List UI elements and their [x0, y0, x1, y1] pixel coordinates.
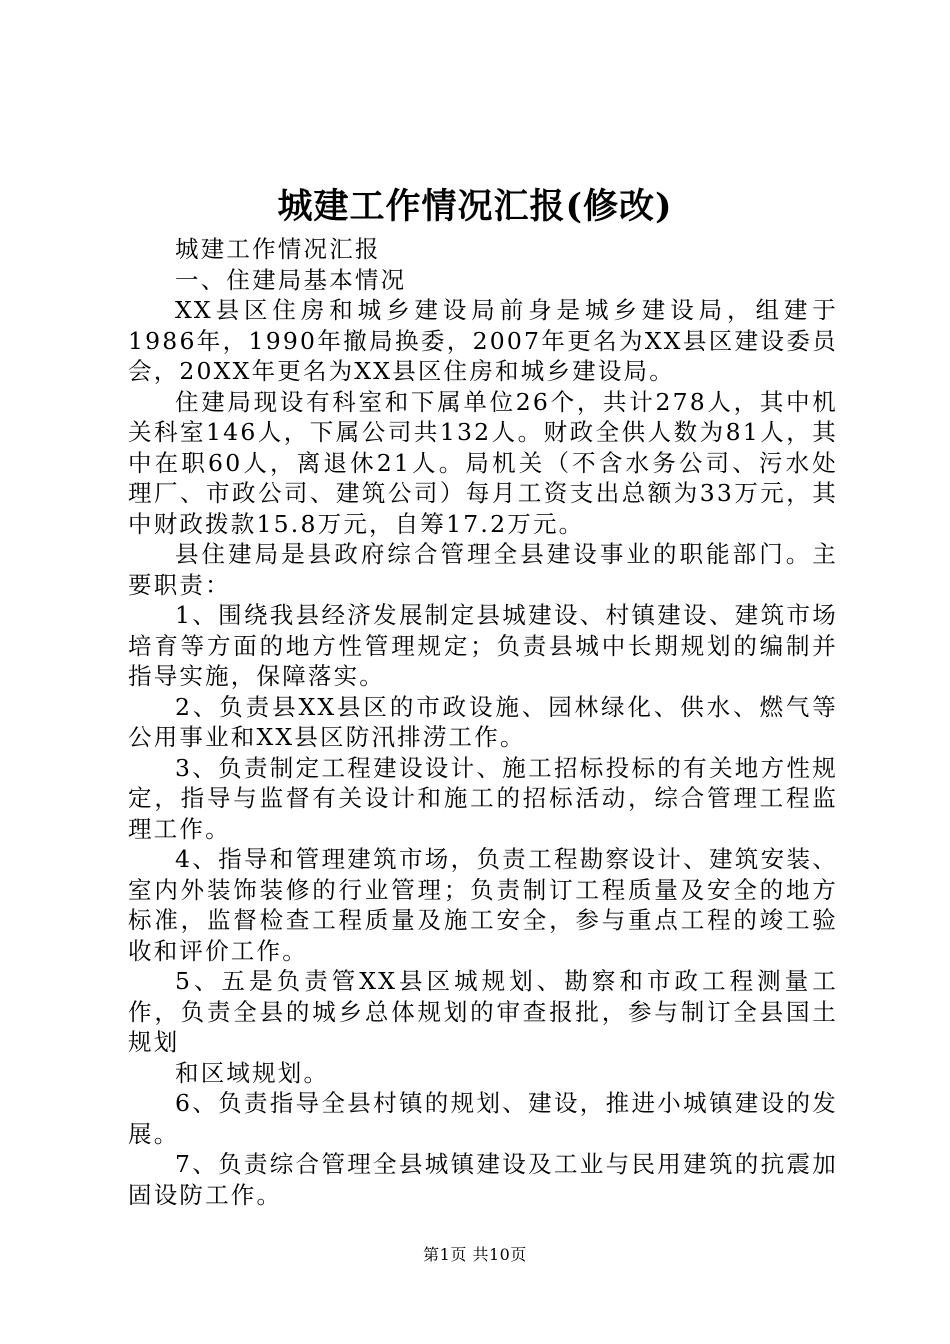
paragraph-duty-6: 6、负责指导全县村镇的规划、建设，推进小城镇建设的发展。 [128, 1089, 838, 1148]
paragraph-duty-5-continued: 和区域规划。 [175, 1058, 330, 1087]
paragraph-duty-4: 4、指导和管理建筑市场，负责工程勘察设计、建筑安装、室内外装饰装修的行业管理；负责制订工程质量及安全的地方标准，监督检查工程质量及施工安全，参与重点工程的竣工验收和评价工作。 [128, 845, 838, 965]
paragraph-section-heading: 一、住建局基本情况 [175, 265, 407, 294]
paragraph-history: XX县区住房和城乡建设局前身是城乡建设局，组建于1986年，1990年撤局换委，2007年更名为XX县区建设委员会，20XX年更名为XX县区住房和城乡建设局。 [128, 296, 838, 385]
paragraph-duty-2: 2、负责县XX县区的市政设施、园林绿化、供水、燃气等公用事业和XX县区防汛排涝工作。 [128, 692, 838, 751]
paragraph-duty-1: 1、围绕我县经济发展制定县城建设、村镇建设、建筑市场培育等方面的地方性管理规定；负责县城中长期规划的编制并指导实施，保障落实。 [128, 601, 838, 690]
paragraph-staffing: 住建局现设有科室和下属单位26个，共计278人，其中机关科室146人，下属公司共132人。财政全供人数为81人，其中在职60人，离退休21人。局机关（不含水务公司、污水处理厂、市政公司、建筑公司）每月工资支出总额为33万元，其中财政拨款15.8万元，自筹17.2万元。 [128, 387, 838, 538]
paragraph-duty-7: 7、负责综合管理全县城镇建设及工业与民用建筑的抗震加固设防工作。 [128, 1150, 838, 1209]
paragraph-duty-5: 5、五是负责管XX县区城规划、勘察和市政工程测量工作，负责全县的城乡总体规划的审查报批，参与制订全县国土规划 [128, 967, 838, 1056]
document-body [128, 234, 838, 1210]
paragraph-duty-3: 3、负责制定工程建设设计、施工招标投标的有关地方性规定，指导与监督有关设计和施工的招标活动，综合管理工程监理工作。 [128, 753, 838, 843]
paragraph-report-heading: 城建工作情况汇报 [175, 235, 381, 263]
paragraph-duties-intro: 县住建局是县政府综合管理全县建设事业的职能部门。主要职责： [128, 540, 838, 599]
page-number-footer: 第1页 共10页 [423, 1245, 527, 1264]
document-title: 城建工作情况汇报(修改) [277, 186, 673, 227]
